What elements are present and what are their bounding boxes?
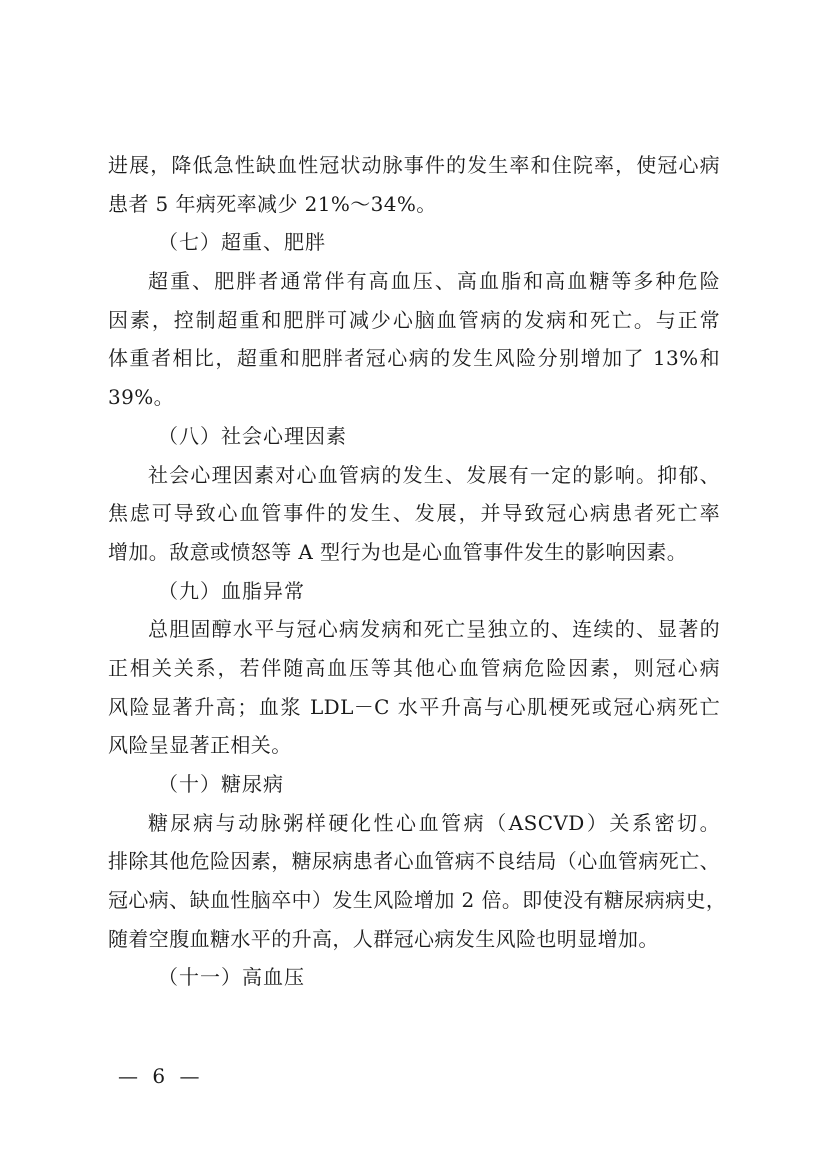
paragraph-line: 因素，控制超重和肥胖可减少心脑血管病的发病和死亡。与正常 xyxy=(108,307,720,332)
paragraph-line: 风险显著升高；血浆 LDL－C 水平升高与心肌梗死或冠心病死亡 xyxy=(108,694,720,719)
paragraph-line: 总胆固醇水平与冠心病发病和死亡呈独立的、连续的、显著的 xyxy=(148,617,720,642)
paragraph-line: 39%。 xyxy=(108,385,175,410)
paragraph-line: 进展，降低急性缺血性冠状动脉事件的发生率和住院率，使冠心病 xyxy=(108,153,720,177)
section-heading: （十）糖尿病 xyxy=(158,772,284,796)
paragraph-line: 风险呈显著正相关。 xyxy=(108,733,292,758)
paragraph-line: 增加。敌意或愤怒等 A 型行为也是心血管事件发生的影响因素。 xyxy=(108,539,688,564)
paragraph xyxy=(108,456,720,572)
paragraph-line: 超重、肥胖者通常伴有高血压、高血脂和高血糖等多种危险 xyxy=(148,269,720,294)
paragraph xyxy=(108,262,720,417)
paragraph-line: 患者 5 年病死率减少 21%～34%。 xyxy=(108,191,437,216)
paragraph-line: 冠心病、缺血性脑卒中）发生风险增加 2 倍。即使没有糖尿病病史， xyxy=(108,888,727,913)
paragraph-line: 体重者相比，超重和肥胖者冠心病的发生风险分别增加了 13%和 xyxy=(108,346,720,371)
paragraph-line: 排除其他危险因素，糖尿病患者心血管病不良结局（心血管病死亡、 xyxy=(108,849,720,874)
paragraph-line: 随着空腹血糖水平的升高，人群冠心病发生风险也明显增加。 xyxy=(108,926,659,951)
section-heading: （七）超重、肥胖 xyxy=(158,230,326,255)
section-heading: （九）血脂异常 xyxy=(158,578,305,603)
paragraph-line: 社会心理因素对心血管病的发生、发展有一定的影响。抑郁、 xyxy=(148,462,720,487)
paragraph-line: 正相关关系，若伴随高血压等其他心血管病危险因素，则冠心病 xyxy=(108,655,720,680)
paragraph-line: 糖尿病与动脉粥样硬化性心血管病（ASCVD）关系密切。 xyxy=(148,810,720,835)
page-number: — 6 — xyxy=(118,1064,204,1088)
paragraph xyxy=(108,146,720,223)
section-heading: （八）社会心理因素 xyxy=(158,423,347,448)
paragraph-line: 焦虑可导致心血管事件的发生、发展，并导致冠心病患者死亡率 xyxy=(108,501,720,526)
paragraph xyxy=(108,804,727,959)
paragraph xyxy=(108,610,720,765)
section-heading: （十一）高血压 xyxy=(158,965,305,990)
document-body xyxy=(108,146,727,997)
